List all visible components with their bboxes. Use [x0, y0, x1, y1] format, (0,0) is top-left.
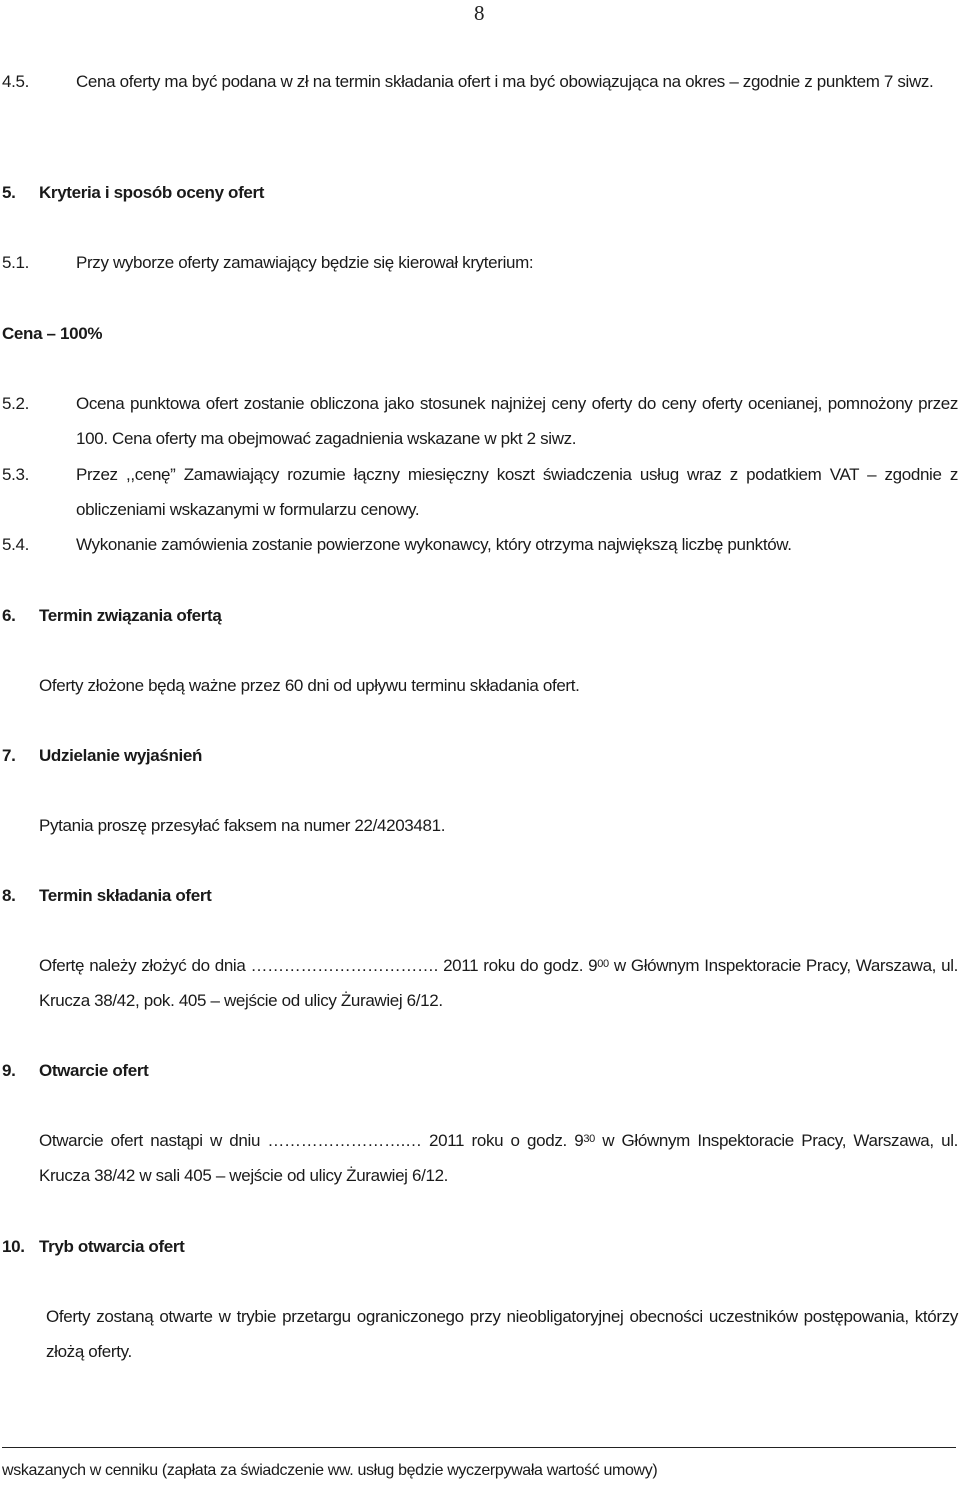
section-number: 5.1. — [2, 253, 29, 272]
text-part: w Głównym Inspektoracie Pracy, Warszawa, ul. Krucza 38/42, pok. 405 – wejście od ulicy Żurawiej 6/12. — [39, 956, 959, 1010]
footnote-separator — [2, 1447, 956, 1448]
section-title: Kryteria i sposób oceny ofert — [39, 183, 265, 202]
criterion-text: Cena – 100% — [2, 324, 103, 343]
text-part: Ofertę należy złożyć do dnia ……………………………. 2011 roku do godz. 9 — [39, 956, 598, 975]
section-title: Termin składania ofert — [39, 886, 212, 905]
section-text: Ocena punktowa ofert zostanie obliczona jako stosunek najniżej ceny oferty do ceny oferty ocenianej, pomnożony przez 100. Cena oferty ma obejmować zagadnienia wskazane w pkt 2 siwz. — [76, 394, 958, 448]
footnote: wskazanych w cenniku (zapłata za świadczenie ww. usług będzie wyczerpywała wartość umowy) — [2, 1462, 658, 1479]
section-number: 4.5. — [2, 72, 29, 91]
section-text: Wykonanie zamówienia zostanie powierzone wykonawcy, który otrzyma największą liczbę punktów. — [76, 535, 792, 554]
superscript-minutes: 30 — [583, 1132, 595, 1145]
section-text: Oferty zostaną otwarte w trybie przetargu ograniczonego przy nieobligatoryjnej obecności uczestników postępowania, którzy złożą oferty. — [46, 1307, 958, 1361]
section-title: Termin związania ofertą — [39, 606, 222, 625]
section-number: 5.4. — [2, 535, 29, 554]
section-number: 9. — [2, 1061, 16, 1080]
section-number: 5. — [2, 183, 16, 202]
section-title: Tryb otwarcia ofert — [39, 1237, 185, 1256]
section-text: Przy wyborze oferty zamawiający będzie się kierował kryterium: — [76, 253, 534, 272]
section-number: 5.3. — [2, 465, 29, 484]
section-text: Oferty złożone będą ważne przez 60 dni od upływu terminu składania ofert. — [39, 676, 580, 695]
section-text — [39, 948, 958, 1018]
section-number: 8. — [2, 886, 16, 905]
section-number: 5.2. — [2, 394, 29, 413]
section-number: 6. — [2, 606, 16, 625]
section-text — [39, 1123, 958, 1193]
section-title: Udzielanie wyjaśnień — [39, 746, 203, 765]
superscript-minutes: 00 — [597, 957, 609, 970]
section-text: Cena oferty ma być podana w zł na termin składania ofert i ma być obowiązująca na okres – zgodnie z punktem 7 siwz. — [76, 72, 934, 91]
text-part: Otwarcie ofert nastąpi w dniu …………………….… 2011 roku o godz. 9 — [39, 1131, 584, 1150]
section-text: Pytania proszę przesyłać faksem na numer 22/4203481. — [39, 816, 446, 835]
section-text: Przez ,,cenę” Zamawiający rozumie łączny miesięczny koszt świadczenia usług wraz z podatkiem VAT – zgodnie z obliczeniami wskazanymi w formularzu cenowy. — [76, 465, 958, 519]
section-number: 10. — [2, 1237, 25, 1256]
page-number: 8 — [474, 1, 485, 25]
section-title: Otwarcie ofert — [39, 1061, 149, 1080]
section-number: 7. — [2, 746, 16, 765]
text-part: w Głównym Inspektoracie Pracy, Warszawa, ul. Krucza 38/42 w sali 405 – wejście od ulicy Żurawiej 6/12. — [39, 1131, 958, 1185]
